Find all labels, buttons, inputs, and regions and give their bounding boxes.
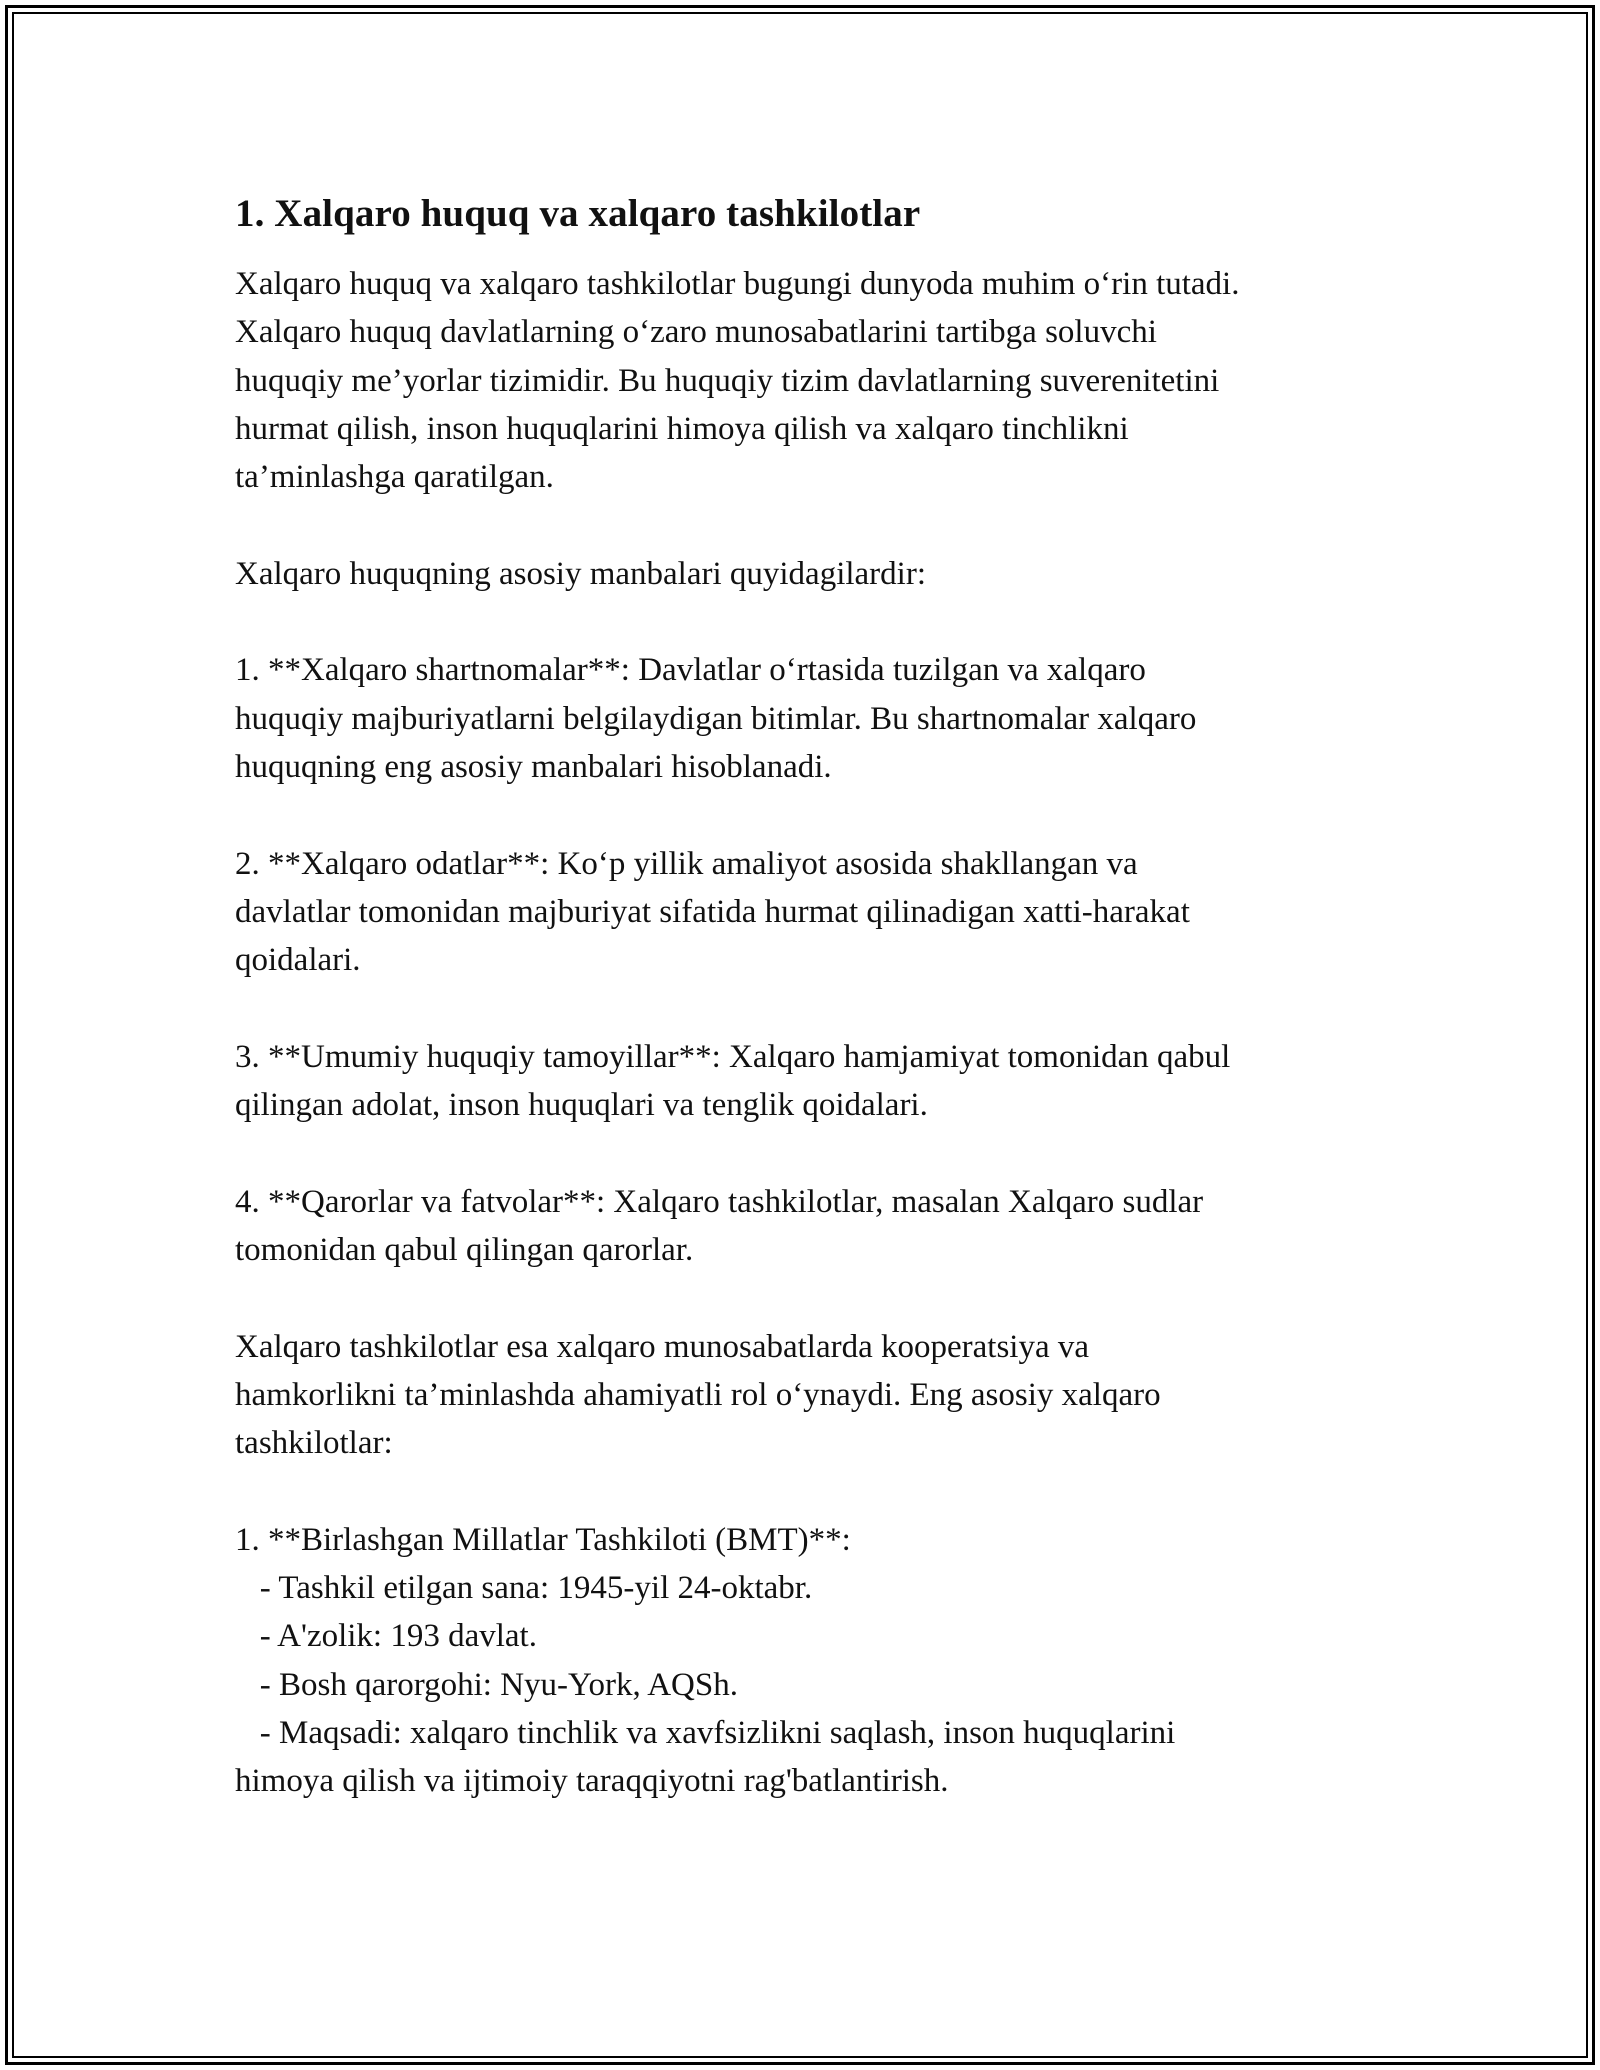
document-title: 1. Xalqaro huquq va xalqaro tashkilotlar	[235, 192, 921, 235]
document-content	[235, 188, 1385, 1806]
document-body: Xalqaro huquq va xalqaro tashkilotlar bugungi dunyoda muhim o‘rin tutadi. Xalqaro huquq davlatlarning o‘zaro munosabatlarini tartibga soluvchi huquqiy me’yorlar tizimidir. Bu huquqiy tizim davlatlarning suverenitetini hurmat qilish, inson huquqlarini himoya qilish va xalqaro tinchlikni ta’minlashga qaratilgan. Xalqaro huquqning asosiy manbalari quyidagilardir: 1. **Xalqaro shartnomalar**: Davlatlar o‘rtasida tuzilgan va xalqaro huquqiy majburiyatlarni belgilaydigan bitimlar. Bu shartnomalar xalqaro huquqning eng asosiy manbalari hisoblanadi. 2. **Xalqaro odatlar**: Ko‘p yillik amaliyot asosida shakllangan va davlatlar tomonidan majburiyat sifatida hurmat qilinadigan xatti-harakat qoidalari. 3. **Umumiy huquqiy tamoyillar**: Xalqaro hamjamiyat tomonidan qabul qilingan adolat, inson huquqlari va tenglik qoidalari. 4. **Qarorlar va fatvolar**: Xalqaro tashkilotlar, masalan Xalqaro sudlar tomonidan qabul qilingan qarorlar. Xalqaro tashkilotlar esa xalqaro munosabatlarda kooperatsiya va hamkorlikni ta’minlashda ahamiyatli rol o‘ynaydi. Eng asosiy xalqaro tashkilotlar: 1. **Birlashgan Millatlar Tashkiloti (BMT)**: - Tashkil etilgan sana: 1945-yil 24-oktabr. - A'zolik: 193 davlat. - Bosh qarorgohi: Nyu-York, AQSh. - Maqsadi: xalqaro tinchlik va xavfsizlikni saqlash, inson huquqlarini himoya qilish va ijtimoiy taraqqiyotni rag'batlantirish.	[235, 266, 1240, 1800]
